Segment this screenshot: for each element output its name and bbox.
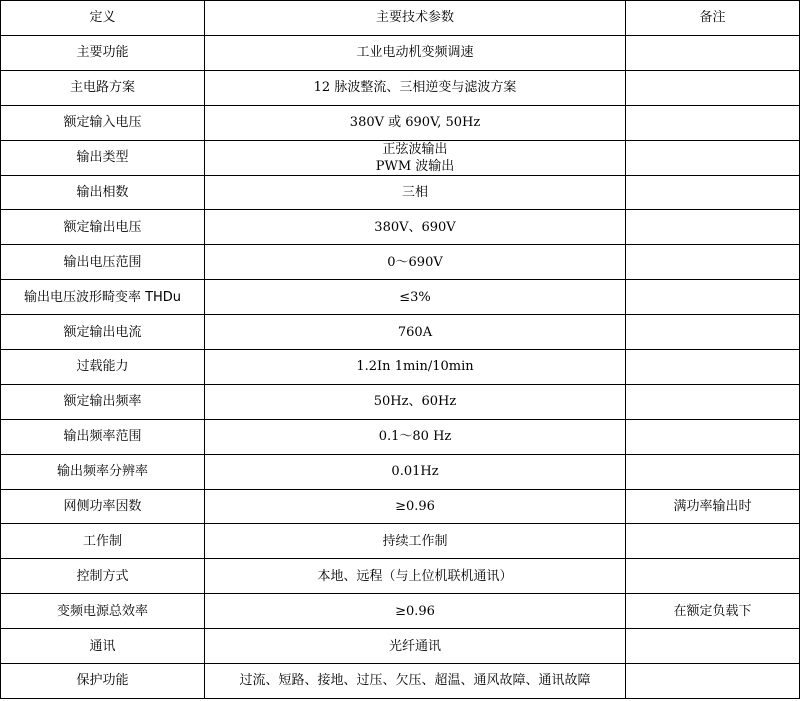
parameter-cell [205, 280, 626, 315]
remarks-cell: 满功率输出时 [626, 489, 800, 524]
table-row [1, 629, 800, 664]
parameter-cell [205, 524, 626, 559]
parameter-line: 760A [397, 324, 433, 340]
parameter-cell [205, 629, 626, 664]
definition-cell: 保护功能 [1, 664, 205, 699]
parameter-cell [205, 70, 626, 105]
remarks-cell [626, 454, 800, 489]
table-row [1, 454, 800, 489]
remarks-cell: 在额定负载下 [626, 594, 800, 629]
table-row [1, 524, 800, 559]
remarks-cell [626, 245, 800, 280]
definition-cell: 额定输出电流 [1, 315, 205, 350]
parameter-line: 380V 或 690V, 50Hz [349, 115, 481, 131]
parameter-cell [205, 594, 626, 629]
parameter-line: ≤3% [399, 289, 431, 305]
parameter-cell [205, 559, 626, 594]
parameter-line: 持续工作制 [382, 533, 448, 549]
definition-cell: 额定输入电压 [1, 105, 205, 140]
table-row [1, 210, 800, 245]
table-row [1, 105, 800, 140]
definition-cell: 输出频率分辨率 [1, 454, 205, 489]
definition-cell: 输出频率范围 [1, 419, 205, 454]
parameter-line: 过流、短路、接地、过压、欠压、超温、通风故障、通讯故障 [239, 673, 591, 689]
parameter-line: 三相 [401, 185, 428, 200]
table-row [1, 559, 800, 594]
definition-cell: 额定输出电压 [1, 210, 205, 245]
parameter-cell [205, 384, 626, 419]
remarks-cell [626, 524, 800, 559]
definition-cell: 网侧功率因数 [1, 489, 205, 524]
parameter-line: PWM 波输出 [375, 158, 455, 174]
parameter-line: 12 脉波整流、三相逆变与滤波方案 [313, 80, 517, 96]
parameter-line: 380V、690V [374, 219, 456, 235]
parameter-cell [205, 315, 626, 350]
table-row [1, 664, 800, 699]
parameter-cell [205, 35, 626, 70]
table-row [1, 175, 800, 210]
parameter-cell [205, 489, 626, 524]
header-definition: 定义 [1, 1, 205, 36]
remarks-cell [626, 315, 800, 350]
remarks-cell [626, 280, 800, 315]
definition-cell: 额定输出频率 [1, 384, 205, 419]
parameter-line: 0.01Hz [391, 464, 439, 480]
parameter-line: 本地、远程（与上位机联机通讯） [317, 568, 513, 584]
header-parameters: 主要技术参数 [205, 1, 626, 36]
remarks-cell [626, 350, 800, 385]
parameter-cell [205, 350, 626, 385]
parameter-line: 工业电动机变频调速 [356, 45, 474, 61]
table-row [1, 315, 800, 350]
parameter-line: ≥0.96 [395, 499, 435, 515]
table-row [1, 280, 800, 315]
definition-cell: 变频电源总效率 [1, 594, 205, 629]
parameter-cell [205, 454, 626, 489]
remarks-cell [626, 105, 800, 140]
definition-cell: 输出电压波形畸变率 THDu [1, 280, 205, 315]
definition-cell: 输出电压范围 [1, 245, 205, 280]
parameter-cell [205, 664, 626, 699]
parameter-line: 0～690V [387, 254, 443, 270]
parameter-line: 正弦波输出 [382, 141, 448, 157]
parameter-line: 0.1～80 Hz [378, 429, 452, 445]
table-row [1, 245, 800, 280]
parameter-line: 50Hz、60Hz [373, 394, 457, 410]
definition-cell: 过载能力 [1, 350, 205, 385]
remarks-cell [626, 419, 800, 454]
definition-cell: 主电路方案 [1, 70, 205, 105]
remarks-cell [626, 175, 800, 210]
remarks-cell [626, 35, 800, 70]
table-row [1, 594, 800, 629]
table-row [1, 489, 800, 524]
table-row [1, 70, 800, 105]
parameter-line: 1.2In 1min/10min [356, 359, 474, 375]
table-row [1, 384, 800, 419]
table-header-row [1, 1, 800, 36]
parameter-cell [205, 245, 626, 280]
table-row [1, 140, 800, 175]
parameter-line: 光纤通讯 [388, 638, 441, 654]
remarks-cell [626, 140, 800, 175]
definition-cell: 工作制 [1, 524, 205, 559]
remarks-cell [626, 629, 800, 664]
remarks-cell [626, 210, 800, 245]
definition-cell: 主要功能 [1, 35, 205, 70]
parameter-line: ≥0.96 [395, 603, 435, 619]
parameter-cell [205, 105, 626, 140]
definition-cell: 通讯 [1, 629, 205, 664]
remarks-cell [626, 664, 800, 699]
remarks-cell [626, 559, 800, 594]
table-row [1, 35, 800, 70]
definition-cell: 控制方式 [1, 559, 205, 594]
table-body [1, 35, 800, 698]
header-remarks: 备注 [626, 1, 800, 36]
definition-cell: 输出相数 [1, 175, 205, 210]
definition-cell: 输出类型 [1, 140, 205, 175]
table-row [1, 350, 800, 385]
table-row [1, 419, 800, 454]
parameter-cell [205, 419, 626, 454]
parameter-cell [205, 210, 626, 245]
parameter-cell [205, 140, 626, 175]
remarks-cell [626, 70, 800, 105]
remarks-cell [626, 384, 800, 419]
parameter-cell [205, 175, 626, 210]
